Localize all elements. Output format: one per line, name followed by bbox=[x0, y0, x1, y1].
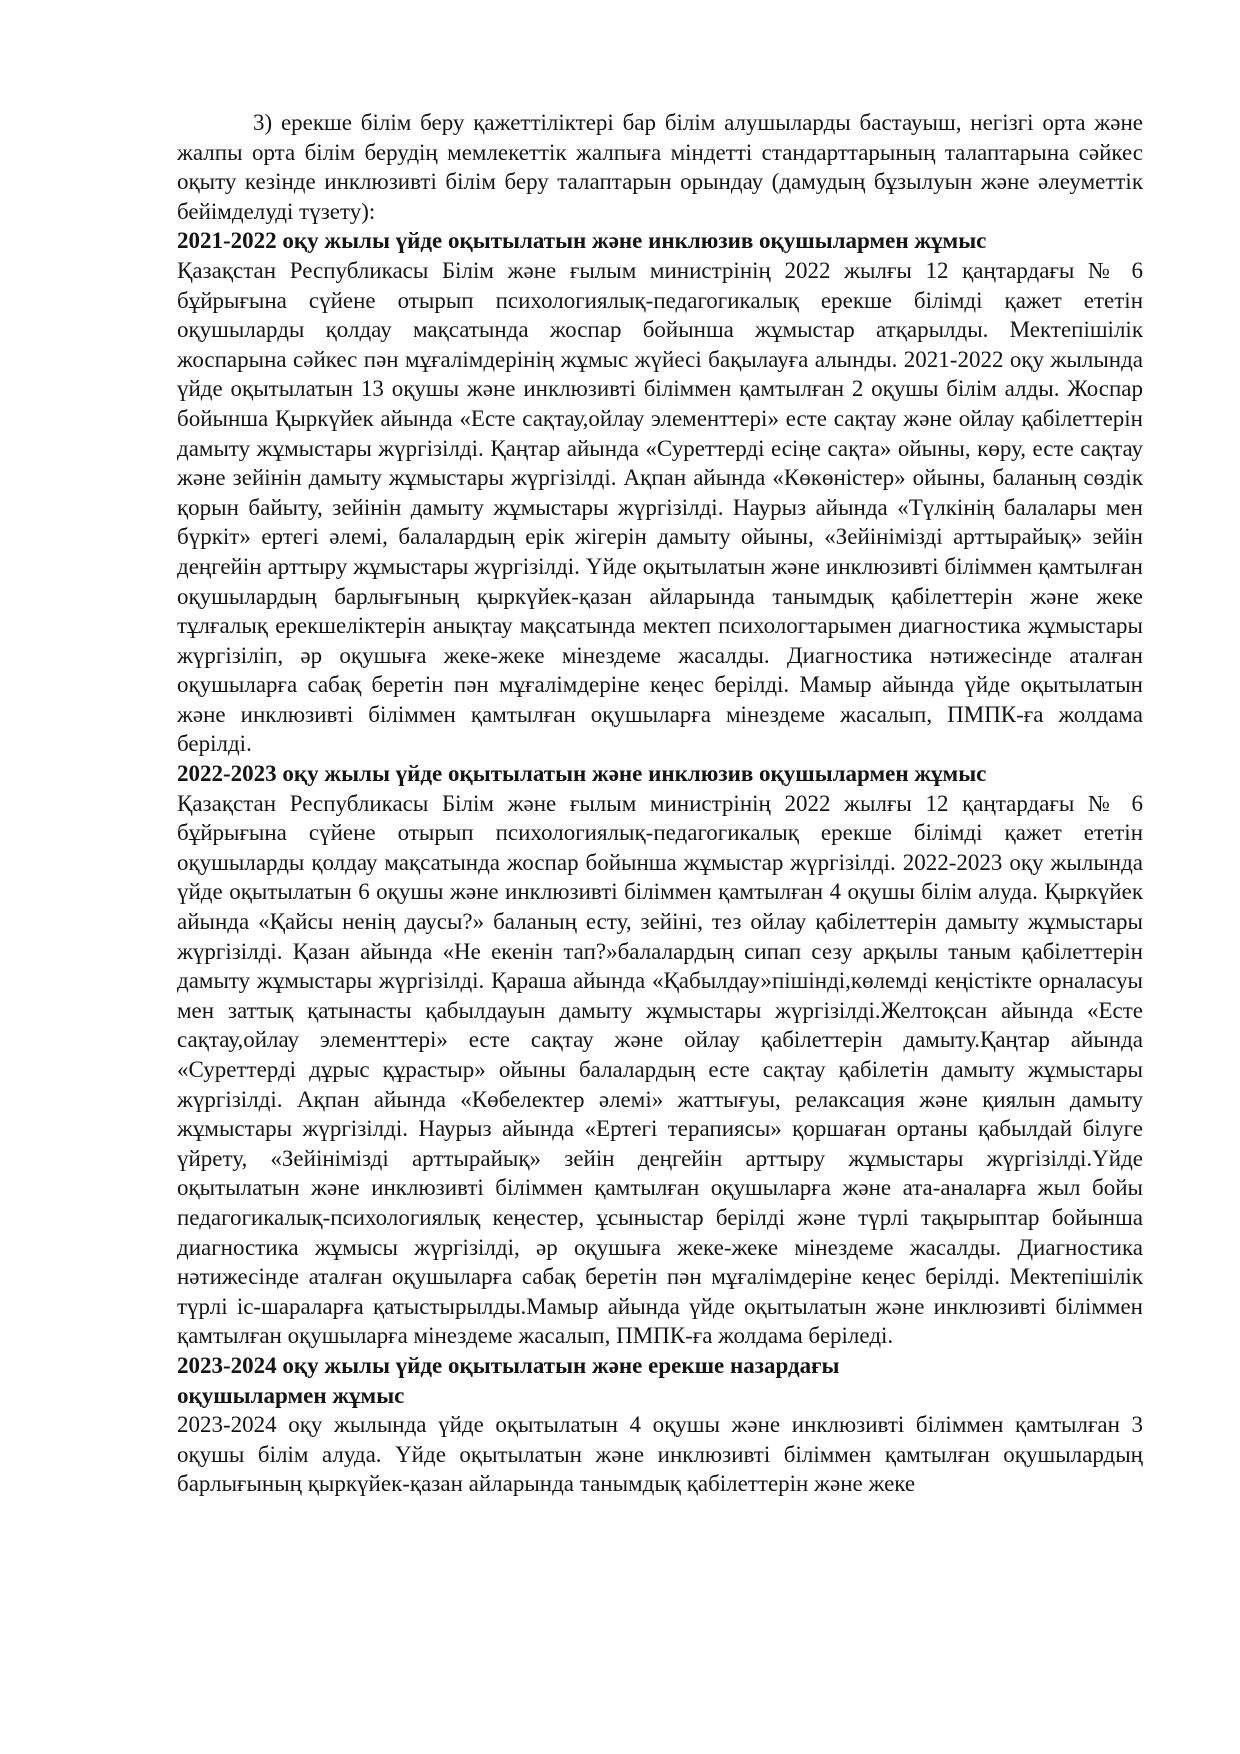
intro-paragraph: 3) ерекше білім беру қажеттіліктері бар білім алушыларды бастауыш, негізгі орта және жалпы орта білім берудің мемлекеттік жалпыға міндетті стандарттарының талаптарына сәйкес оқыту кезінде инклюзивті білім беру талаптарын орындау (дамудың бұзылуын және әлеуметтік бейімделуді түзету): bbox=[177, 110, 1143, 224]
document-page bbox=[177, 108, 1143, 1499]
section-text-2022-2023: Қазақстан Республикасы Білім және ғылым министрінің 2022 жылғы 12 қаңтардағы № 6 бұйрығына сүйене отырып психологиялық-педагогикалық ерекше білімді қажет ететін оқушыларды қолдау мақсатында жоспар бойынша жұмыстар жүргізілді. 2022-2023 оқу жылында үйде оқытылатын 6 оқушы және инклюзивті біліммен қамтылған 4 оқушы білім алуда. Қыркүйек айында «Қайсы ненің даусы?» баланың есту, зейіні, тез ойлау қабілеттерін дамыту жұмыстары жүргізілді. Қазан айында «Не екенін тап?»балалардың сипап сезу арқылы таным қабілеттерін дамыту жұмыстары жүргізілді. Қараша айында «Қабылдау»пішінді,көлемді кеңістікте орналасуы мен заттық қатынасты қабылдауын дамыту жұмыстары жүргізілді.Желтоқсан айында «Есте сақтау,ойлау элементтері» есте сақтау және ойлау қабілеттерін дамыту.Қаңтар айында «Суреттерді дұрыс құрастыр» ойыны балалардың есте сақтау қабілетін дамыту жұмыстары жүргізілді. Ақпан айында «Көбелектер әлемі» жаттығуы, релаксация және қиялын дамыту жұмыстары жүргізілді. Наурыз айында «Ертегі терапиясы» қоршаған ортаны қабылдай білуге үйрету, «Зейінімізді арттырайық» зейін деңгейін арттыру жұмыстары жүргізілді.Үйде оқытылатын және инклюзивті біліммен қамтылған оқушыларға және ата-аналарға жыл бойы педагогикалық-психологиялық кеңестер, ұсыныстар берілді және түрлі тақырыптар бойынша диагностика жұмысы жүргізілді, әр оқушыға жеке-жеке мінездеме жасалды. Диагностика нәтижесінде аталған оқушыларға сабақ беретін пән мұғалімдеріне кеңес берілді. Мектепішілік түрлі іс-шараларға қатыстырылды.Мамыр айында үйде оқытылатын және инклюзивті біліммен қамтылған оқушыларға мінездеме жасалып, ПМПК-ға жолдама беріледі. bbox=[177, 790, 1143, 1349]
section-heading-2023-2024: 2023-2024 оқу жылы үйде оқытылатын және ерекше назардағы оқушылармен жұмыс bbox=[177, 1352, 840, 1408]
section-heading-2021-2022: 2021-2022 оқу жылы үйде оқытылатын және инклюзив оқушылармен жұмыс bbox=[177, 228, 987, 254]
section-text-2023-2024: 2023-2024 оқу жылында үйде оқытылатын 4 оқушы және инклюзивті біліммен қамтылған 3 оқушы білім алуда. Үйде оқытылатын және инклюзивті біліммен қамтылған оқушылардың барлығының қыркүйек-қазан айларында танымдық қабілеттерін және жеке bbox=[177, 1412, 1143, 1497]
section-heading-2022-2023: 2022-2023 оқу жылы үйде оқытылатын және инклюзив оқушылармен жұмыс bbox=[177, 761, 987, 787]
section-text-2021-2022: Қазақстан Республикасы Білім және ғылым министрінің 2022 жылғы 12 қаңтардағы № 6 бұйрығына сүйене отырып психологиялық-педагогикалық ерекше білімді қажет ететін оқушыларды қолдау мақсатында жоспар бойынша жұмыстар атқарылды. Мектепішілік жоспарына сәйкес пән мұғалімдерінің жұмыс жүйесі бақылауға алынды. 2021-2022 оқу жылында үйде оқытылатын 13 оқушы және инклюзивті біліммен қамтылған 2 оқушы білім алды. Жоспар бойынша Қыркүйек айында «Есте сақтау,ойлау элементтері» есте сақтау және ойлау қабілеттерін дамыту жұмыстары жүргізілді. Қаңтар айында «Суреттерді есіңе сақта» ойыны, көру, есте сақтау және зейінін дамыту жұмыстары жүргізілді. Ақпан айында «Көкөністер» ойыны, баланың сөздік қорын байыту, зейінін дамыту жұмыстары жүргізілді. Наурыз айында «Түлкінің балалары мен бүркіт» ертегі әлемі, балалардың ерік жігерін дамыту ойыны, «Зейінімізді арттырайық» зейін деңгейін арттыру жұмыстары жүргізілді. Үйде оқытылатын және инклюзивті біліммен қамтылған оқушылардың барлығының қыркүйек-қазан айларында танымдық қабілеттерін және жеке тұлғалық ерекшеліктерін анықтау мақсатында мектеп психологтарымен диагностика жұмыстары жүргізіліп, әр оқушыға жеке-жеке мінездеме жасалды. Диагностика нәтижесінде аталған оқушыларға сабақ беретін пән мұғалімдеріне кеңес берілді. Мамыр айында үйде оқытылатын және инклюзивті біліммен қамтылған оқушыларға мінездеме жасалып, ПМПК-ға жолдама берілді. bbox=[177, 257, 1143, 757]
